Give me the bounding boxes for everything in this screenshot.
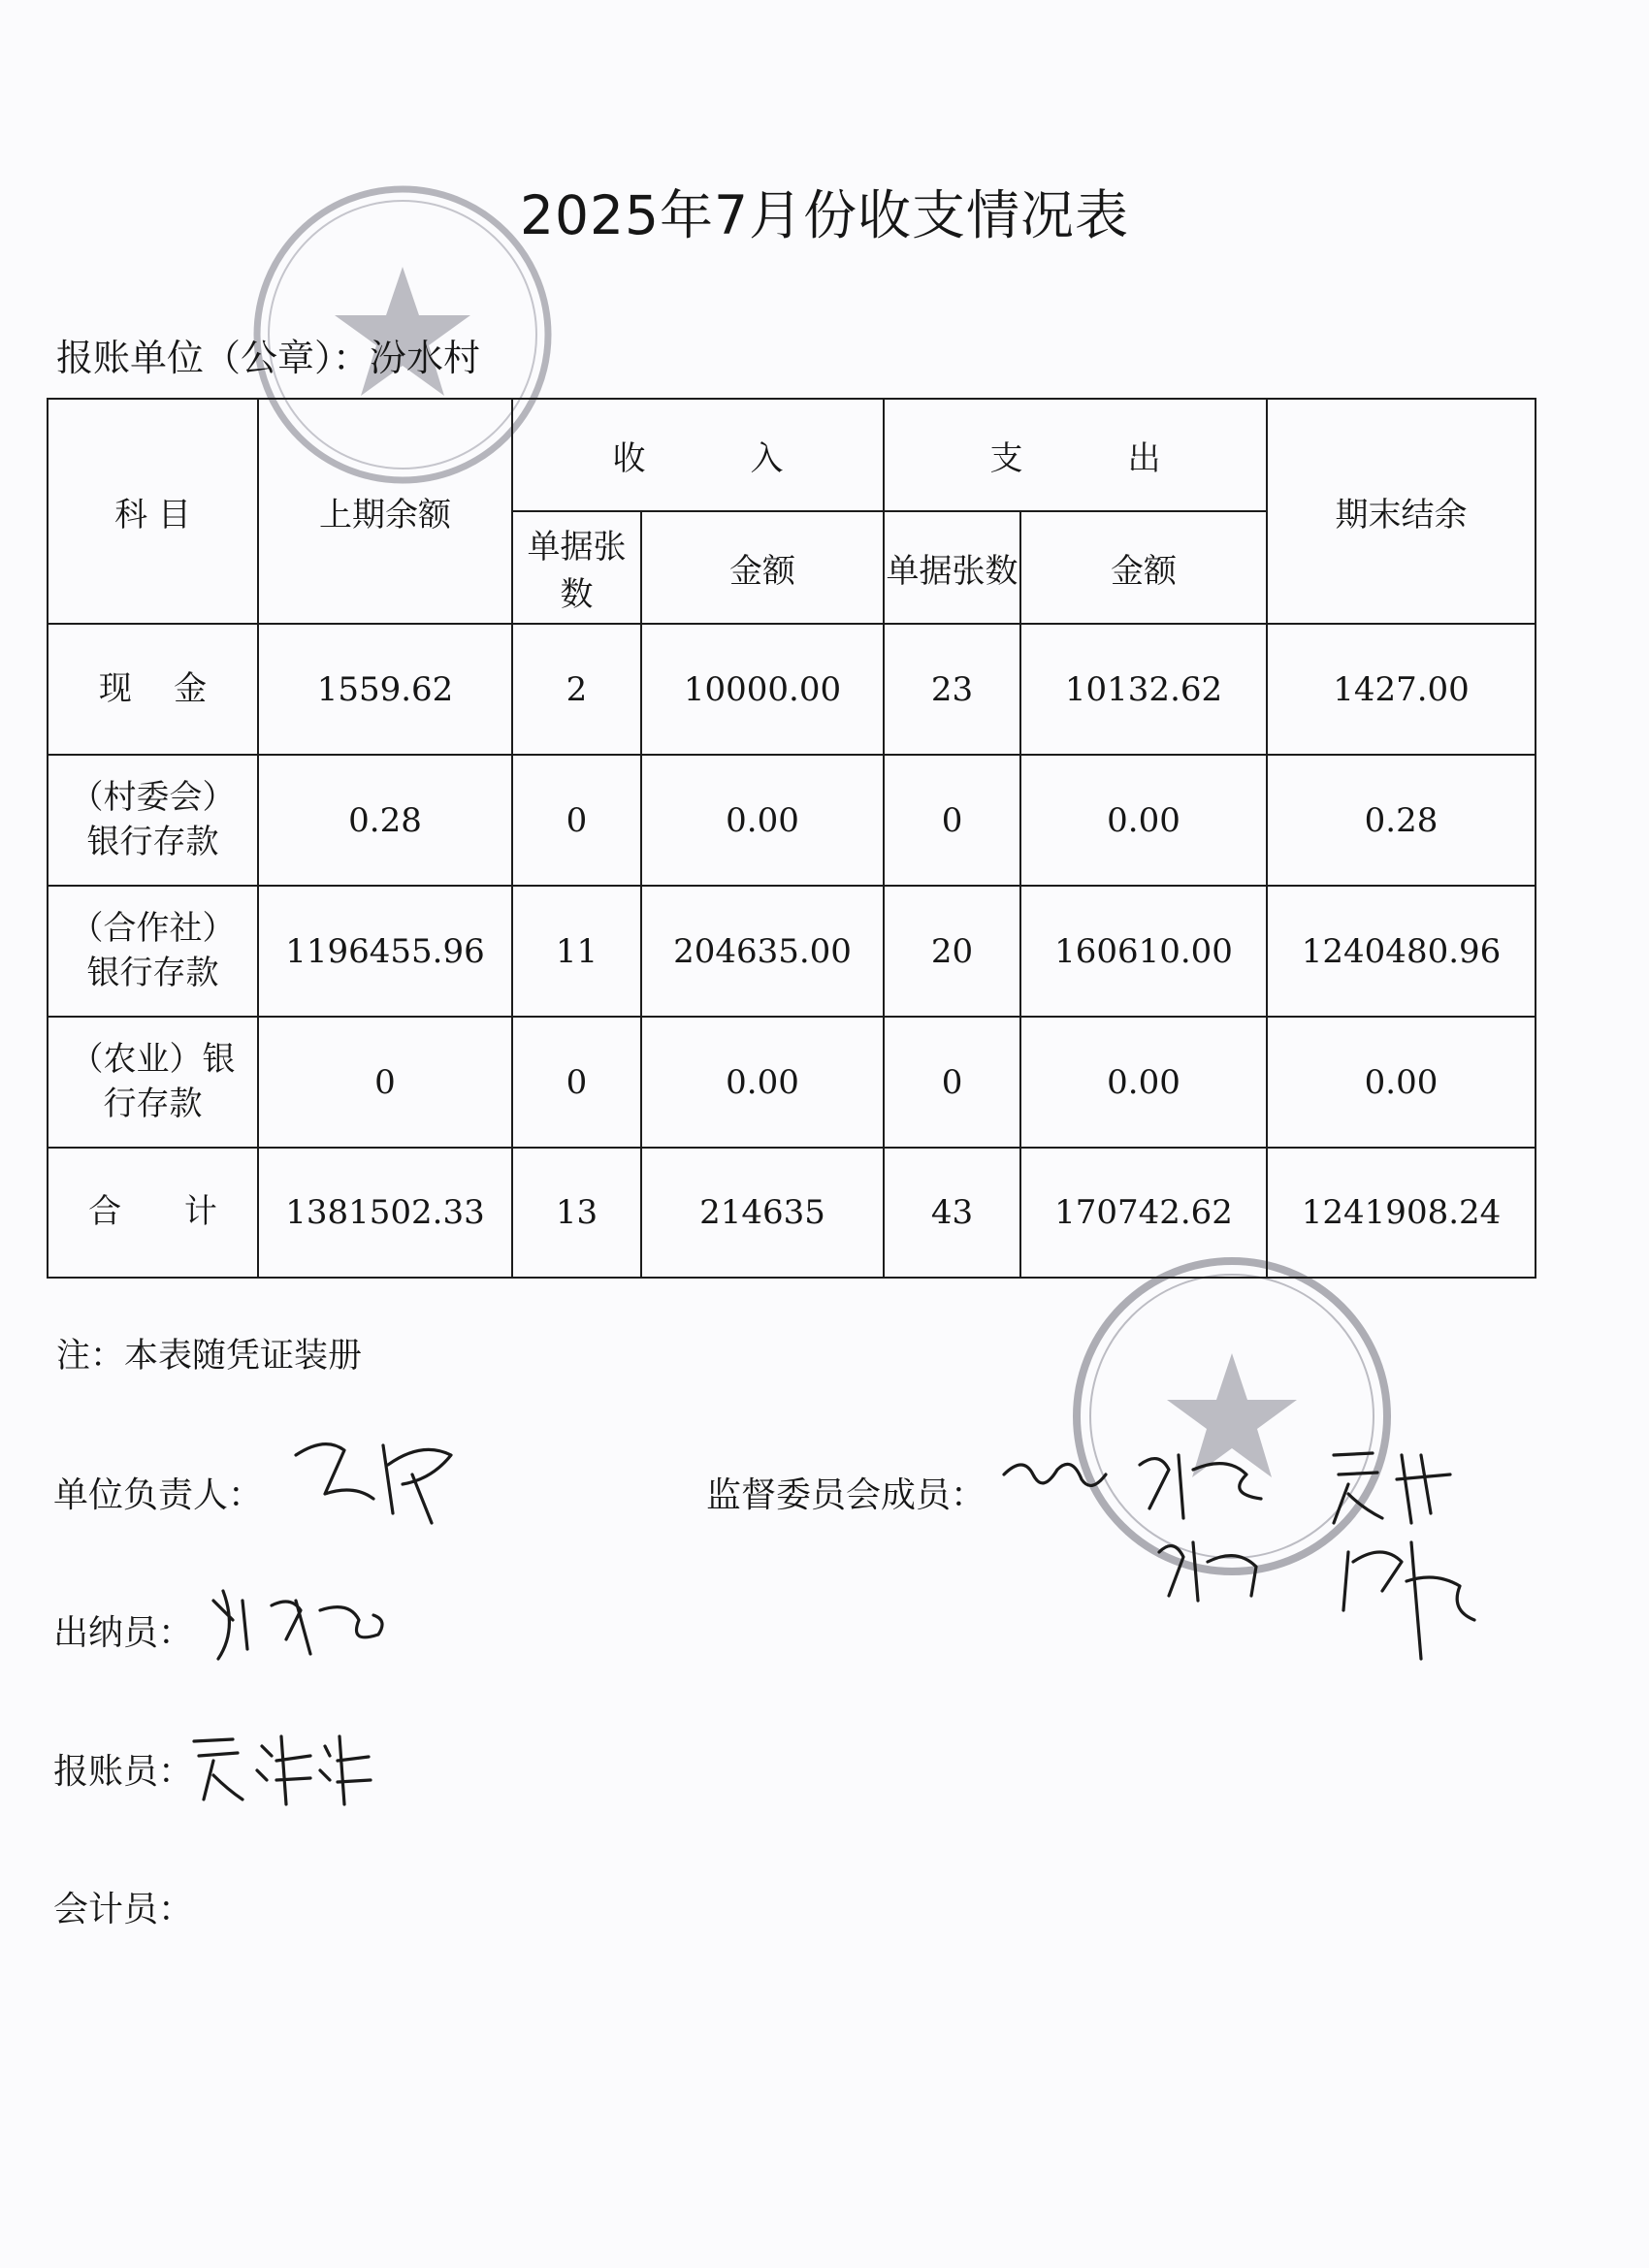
cell-out-count: 43 [884,1148,1020,1278]
cell-out-count: 23 [884,624,1020,755]
cashier-label: 出纳员： [53,1613,194,1653]
income-expense-table [47,398,1536,1279]
unit-head-signature [286,1426,480,1533]
table-row [48,755,1536,886]
table-row-total [48,1148,1536,1278]
row-label: 现 金 [48,624,258,755]
header-income: 收 入 [512,399,884,511]
cell-in-count: 2 [512,624,641,755]
cell-previous: 0 [258,1017,512,1148]
table-row [48,1017,1536,1148]
cell-in-count: 11 [512,886,641,1017]
cell-ending: 1241908.24 [1267,1148,1536,1278]
table-note: 注：本表随凭证装册 [56,1337,363,1376]
header-expense-amount: 金额 [1020,511,1267,624]
cell-in-amount: 214635 [641,1148,884,1278]
row-label: （农业）银 行存款 [48,1017,258,1148]
page-title: 2025年7月份收支情况表 [520,184,1129,246]
header-income-count: 单据张数 [512,511,641,624]
row-label: （合作社） 银行存款 [48,886,258,1017]
cell-in-count: 0 [512,1017,641,1148]
cell-out-amount: 170742.62 [1020,1148,1267,1278]
cell-previous: 1381502.33 [258,1148,512,1278]
header-expense: 支 出 [884,399,1267,511]
table-row [48,624,1536,755]
cell-out-amount: 10132.62 [1020,624,1267,755]
cell-in-amount: 204635.00 [641,886,884,1017]
cell-out-count: 0 [884,1017,1020,1148]
reporting-unit: 报账单位（公章）：汾水村 [56,337,481,379]
cell-out-amount: 0.00 [1020,755,1267,886]
cell-previous: 0.28 [258,755,512,886]
row-label: 合 计 [48,1148,258,1278]
cell-out-amount: 160610.00 [1020,886,1267,1017]
cell-in-amount: 0.00 [641,1017,884,1148]
supervisory-members-signatures [994,1426,1499,1678]
cell-in-amount: 10000.00 [641,624,884,755]
cell-in-amount: 0.00 [641,755,884,886]
cell-out-count: 0 [884,755,1020,886]
unit-head-label: 单位负责人： [53,1475,264,1515]
cell-previous: 1196455.96 [258,886,512,1017]
header-ending-balance: 期末结余 [1267,399,1536,624]
supervisory-members-label: 监督委员会成员： [706,1475,986,1515]
cell-ending: 0.00 [1267,1017,1536,1148]
cashier-signature [204,1581,398,1669]
cell-ending: 1427.00 [1267,624,1536,755]
header-subject: 科 目 [48,399,258,624]
table-row [48,886,1536,1017]
cell-ending: 0.28 [1267,755,1536,886]
cell-in-count: 0 [512,755,641,886]
header-previous-balance: 上期余额 [258,399,512,624]
cell-out-count: 20 [884,886,1020,1017]
header-income-amount: 金额 [641,511,884,624]
cell-out-amount: 0.00 [1020,1017,1267,1148]
reimburser-signature [184,1722,378,1814]
cell-previous: 1559.62 [258,624,512,755]
reimburser-label: 报账员： [53,1752,194,1792]
cell-in-count: 13 [512,1148,641,1278]
accountant-label: 会计员： [53,1890,194,1929]
cell-ending: 1240480.96 [1267,886,1536,1017]
header-expense-count: 单据张数 [884,511,1020,624]
row-label: （村委会） 银行存款 [48,755,258,886]
